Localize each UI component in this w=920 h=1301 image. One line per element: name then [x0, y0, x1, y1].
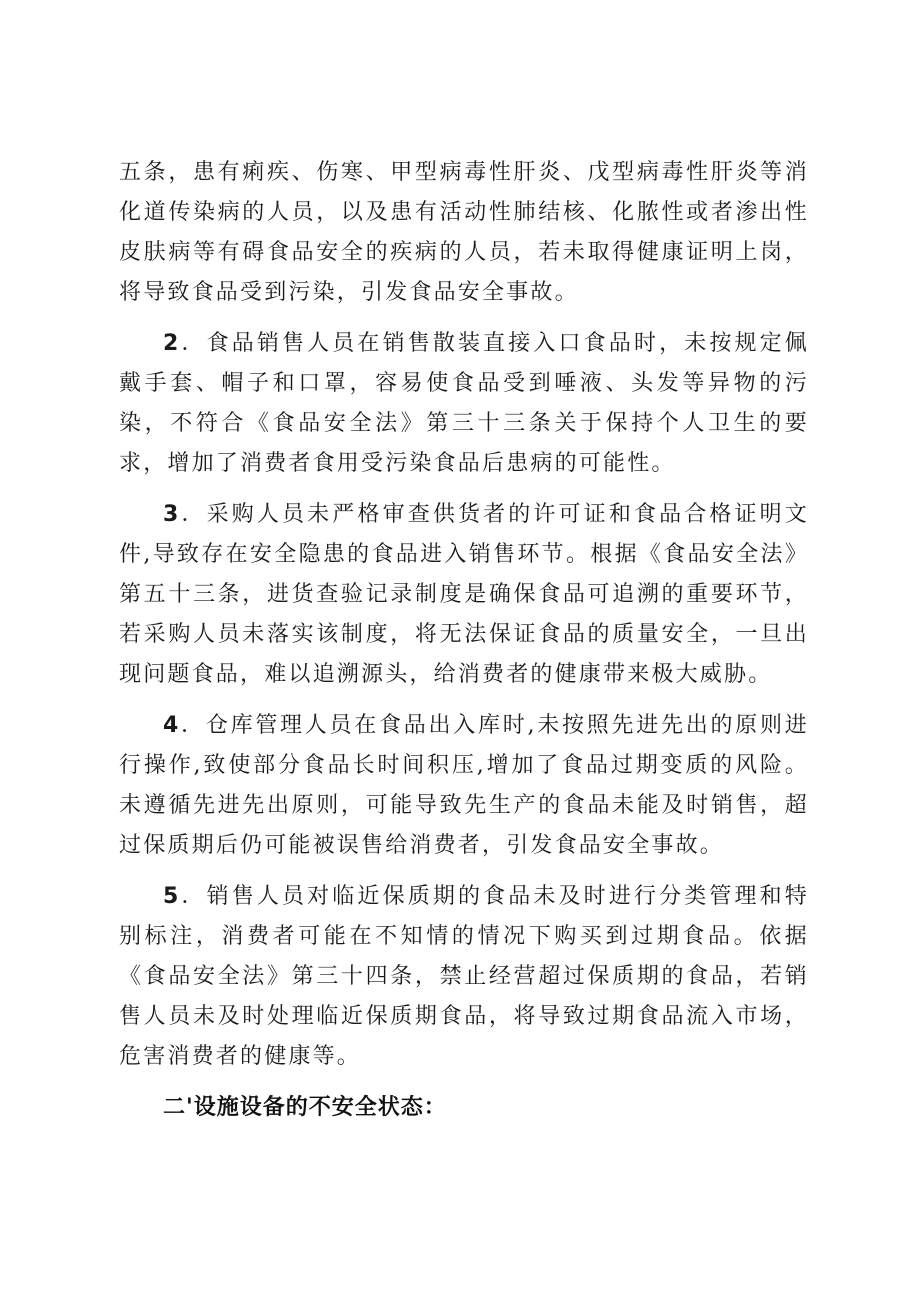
paragraph-number: 3 [163, 502, 181, 527]
paragraph-text: ．食品销售人员在销售散装直接入口食品时，未按规定佩戴手套、帽子和口罩，容易使食品受到唾液、头发等异物的污染，不符合《食品安全法》第三十三条关于保持个人卫生的要求，增加了消费者食用受污染食品后患病的可能性。 [119, 331, 809, 476]
paragraph-continuation [119, 153, 809, 313]
paragraph-number: 2 [163, 331, 181, 356]
paragraph-item-2 [119, 324, 809, 484]
paragraph-text: ．仓库管理人员在食品出入库时,未按照先进先出的原则进行操作,致使部分食品长时间积压,增加了食品过期变质的风险。未遵循先进先出原则，可能导致先生产的食品未能及时销售，超过保质期后仍可能被误售给消费者，引发食品安全事故。 [119, 713, 809, 858]
section-heading: 二'设施设备的不安全状态： [163, 1095, 447, 1120]
paragraph-number: 4 [163, 713, 181, 738]
paragraph-text: 五条，患有痢疾、伤寒、甲型病毒性肝炎、戊型病毒性肝炎等消化道传染病的人员，以及患有活动性肺结核、化脓性或者渗出性皮肤病等有碍食品安全的疾病的人员，若未取得健康证明上岗，将导致食品受到污染，引发食品安全事故。 [119, 160, 809, 305]
paragraph-item-4 [119, 706, 809, 866]
document-body [119, 153, 809, 1128]
paragraph-number: 5 [163, 884, 181, 909]
paragraph-text: ．采购人员未严格审查供货者的许可证和食品合格证明文件,导致存在安全隐患的食品进入销售环节。根据《食品安全法》第五十三条，进货查验记录制度是确保食品可追溯的重要环节，若采购人员未落实该制度，将无法保证食品的质量安全，一旦出现问题食品，难以追溯源头，给消费者的健康带来极大威胁。 [119, 502, 809, 687]
paragraph-text: ．销售人员对临近保质期的食品未及时进行分类管理和特别标注，消费者可能在不知情的情况下购买到过期食品。依据《食品安全法》第三十四条，禁止经营超过保质期的食品，若销售人员未及时处理临近保质期食品，将导致过期食品流入市场，危害消费者的健康等。 [119, 884, 809, 1069]
paragraph-item-3 [119, 495, 809, 695]
paragraph-item-5 [119, 877, 809, 1077]
